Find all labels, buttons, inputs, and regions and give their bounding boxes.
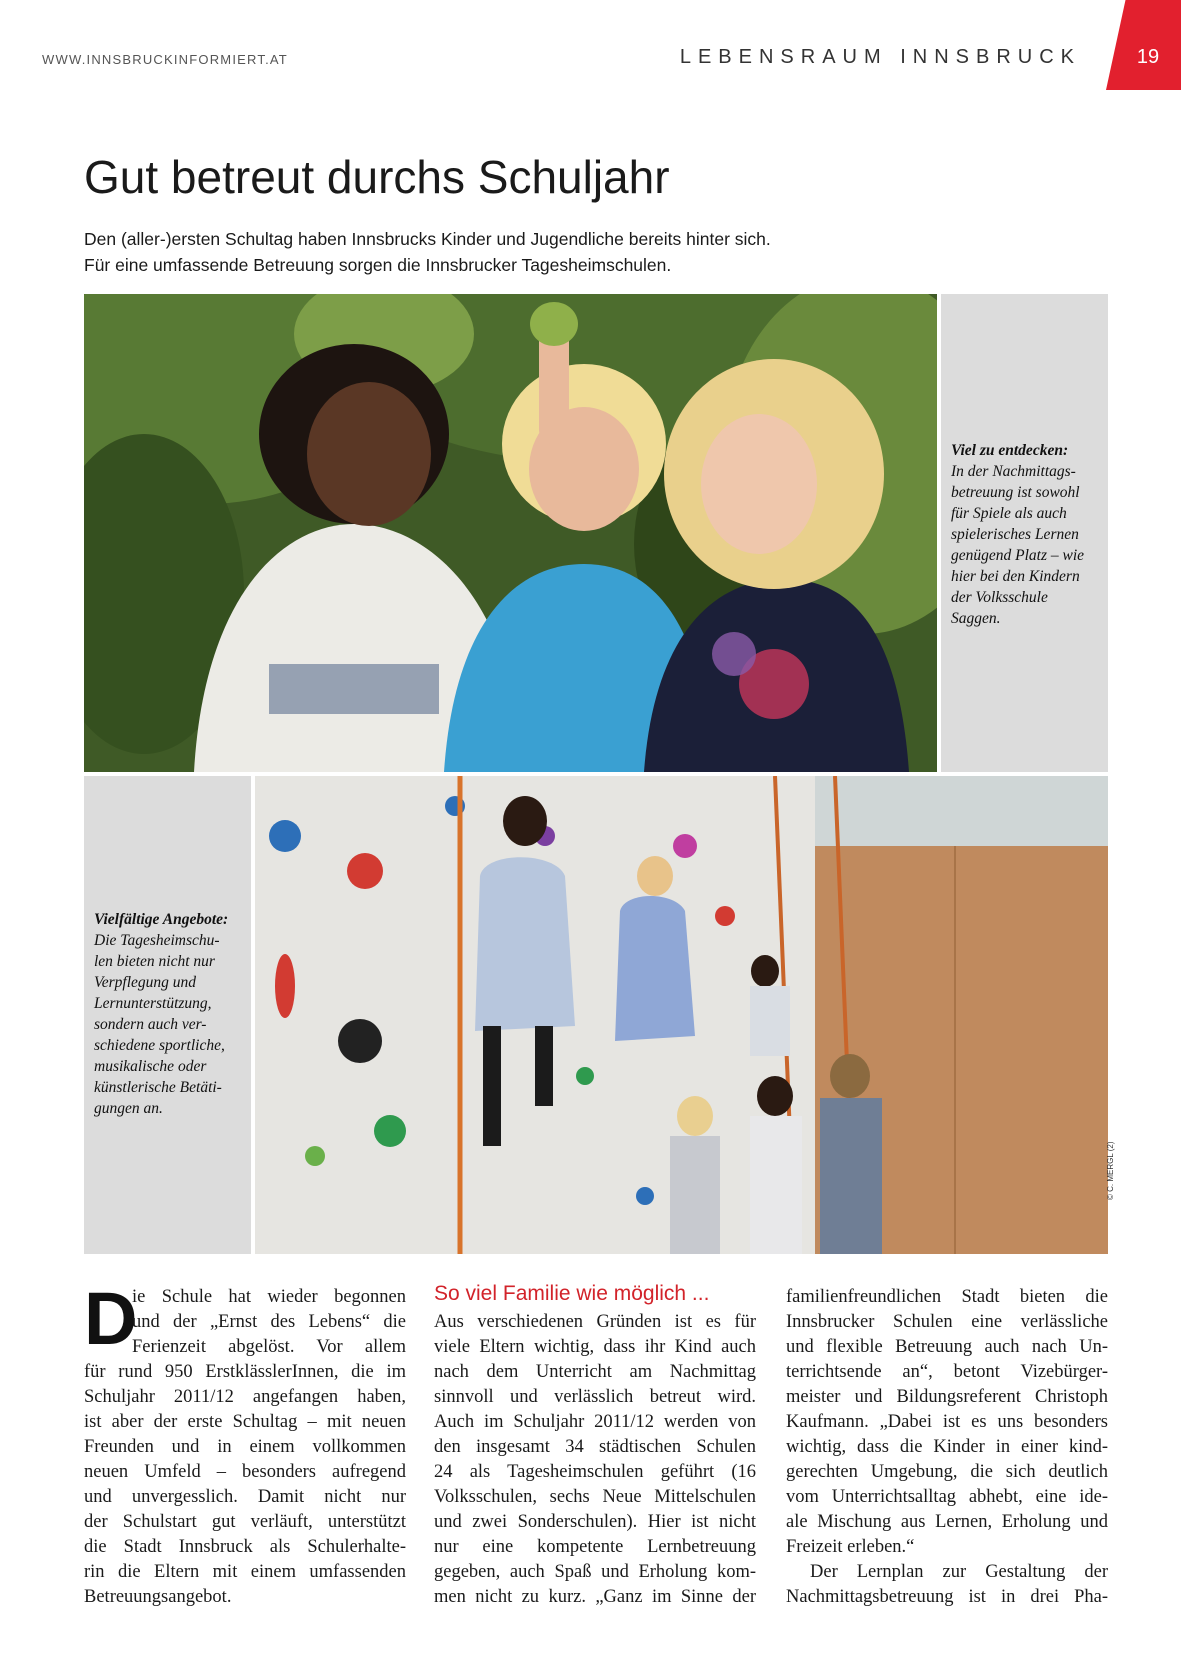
caption-line: musikalische oder bbox=[94, 1058, 207, 1075]
text-line: Freizeit erleben.“ bbox=[786, 1537, 915, 1557]
section-title: LEBENSRAUM INNSBRUCK bbox=[679, 46, 1081, 68]
text-line: terrichtsende an“, betont Vizebürger- bbox=[786, 1362, 1108, 1382]
text-line: Kaufmann. „Dabei ist es uns besonders bbox=[786, 1412, 1108, 1432]
photo-climbing-wall bbox=[255, 776, 1108, 1254]
text-line: Nachmittagsbetreuung ist in drei Pha- bbox=[786, 1587, 1108, 1607]
text-line: vom Unterrichtsalltag abhebt, eine ide- bbox=[786, 1487, 1108, 1507]
text-line: den insgesamt 34 städtischen Schulen bbox=[434, 1437, 756, 1457]
caption-line: Die Tagesheimschu- bbox=[94, 932, 220, 949]
page-number-tab bbox=[1106, 0, 1181, 90]
caption-line: für Spiele als auch bbox=[951, 505, 1067, 522]
caption-top-title: Viel zu entdecken: bbox=[951, 442, 1069, 459]
text-line: Der Lernplan zur Gestaltung der bbox=[810, 1562, 1108, 1582]
article-column-1 bbox=[84, 1285, 406, 1610]
text-line: für rund 950 ErstklässlerInnen, die im bbox=[84, 1362, 406, 1382]
text-line: der Schulstart gut verläuft, unterstützt bbox=[84, 1512, 406, 1532]
caption-line: betreuung ist sowohl bbox=[951, 484, 1080, 501]
text-line: Ferienzeit abgelöst. Vor allem bbox=[132, 1337, 406, 1357]
text-line: Innsbrucker Schulen eine verlässliche bbox=[786, 1312, 1108, 1332]
text-line: Schuljahr 2011/12 angefangen haben, bbox=[84, 1387, 406, 1407]
photo-children-garden bbox=[84, 294, 937, 772]
text-line: ie Schule hat wieder begonnen bbox=[132, 1287, 406, 1307]
text-line: gegeben, auch Spaß und Erholung kom- bbox=[434, 1562, 756, 1582]
text-line: Auch im Schuljahr 2011/12 werden von bbox=[434, 1412, 756, 1432]
text-line: 24 als Tagesheimschulen geführt (16 bbox=[434, 1462, 756, 1482]
text-line: neuen Umfeld – besonders aufregend bbox=[84, 1462, 406, 1482]
page-number: 19 bbox=[1136, 46, 1160, 68]
caption-line: künstlerische Betäti- bbox=[94, 1079, 222, 1096]
caption-line: Lernunterstützung, bbox=[94, 995, 212, 1012]
text-line: gerechten Umgebung, die sich deutlich bbox=[786, 1462, 1108, 1482]
caption-line: spielerisches Lernen bbox=[951, 526, 1079, 543]
caption-line: Saggen. bbox=[951, 610, 1001, 627]
column-subheading: So viel Familie wie möglich ... bbox=[434, 1282, 710, 1305]
text-line: Aus verschiedenen Gründen ist es für bbox=[434, 1312, 756, 1332]
text-line: und der „Ernst des Lebens“ die bbox=[132, 1312, 406, 1332]
article-title: Gut betreut durchs Schuljahr bbox=[84, 151, 670, 203]
text-line: meister und Bildungsreferent Christoph bbox=[786, 1387, 1108, 1407]
text-line: und zwei Sonderschulen). Hier ist nicht bbox=[434, 1512, 756, 1532]
text-line: Betreuungsangebot. bbox=[84, 1587, 232, 1607]
text-line: familienfreundlichen Stadt bieten die bbox=[786, 1287, 1108, 1307]
text-line: und flexible Betreuung auch nach Un- bbox=[786, 1337, 1108, 1357]
text-line: nur eine kompetente Lernbetreuung bbox=[434, 1537, 756, 1557]
caption-line: der Volksschule bbox=[951, 589, 1048, 606]
caption-line: len bieten nicht nur bbox=[94, 953, 215, 970]
photo-credit: © C. MERGL (2) bbox=[1106, 1141, 1115, 1200]
text-line: nach dem Unterricht am Nachmittag bbox=[434, 1362, 756, 1382]
drop-cap: D bbox=[84, 1277, 138, 1360]
caption-line: sondern auch ver- bbox=[94, 1016, 207, 1033]
lead-line: Für eine umfassende Betreuung sorgen die Innsbrucker Tagesheimschulen. bbox=[84, 255, 672, 275]
caption-top bbox=[941, 294, 1108, 772]
lead-line: Den (aller-)ersten Schultag haben Innsbrucks Kinder und Jugendliche bereits hinter sich. bbox=[84, 229, 771, 249]
text-line: wichtig, dass die Kinder in einer kind- bbox=[786, 1437, 1108, 1457]
text-line: Freunden und in einem vollkommen bbox=[84, 1437, 406, 1457]
text-line: rin die Eltern mit einem umfassenden bbox=[84, 1562, 406, 1582]
text-line: viele Eltern wichtig, dass ihr Kind auch bbox=[434, 1337, 756, 1357]
caption-line: Verpflegung und bbox=[94, 974, 197, 991]
caption-bottom bbox=[84, 776, 251, 1254]
caption-line: schiedene sportliche, bbox=[94, 1037, 225, 1054]
text-line: sinnvoll und verlässlich betreut wird. bbox=[434, 1387, 756, 1407]
caption-bottom-title: Vielfältige Angebote: bbox=[94, 911, 229, 928]
website-url[interactable]: WWW.INNSBRUCKINFORMIERT.AT bbox=[42, 52, 288, 67]
caption-line: gungen an. bbox=[94, 1100, 163, 1117]
text-line: ist aber der erste Schultag – mit neuen bbox=[84, 1412, 406, 1432]
article-column-3 bbox=[786, 1285, 1108, 1610]
article-lead bbox=[84, 226, 904, 278]
text-line: Volksschulen, sechs Neue Mittelschulen bbox=[434, 1487, 756, 1507]
article-column-2 bbox=[434, 1310, 756, 1610]
text-line: und unvergesslich. Damit nicht nur bbox=[84, 1487, 406, 1507]
caption-line: hier bei den Kindern bbox=[951, 568, 1080, 585]
text-line: die Stadt Innsbruck als Schulerhalte- bbox=[84, 1537, 406, 1557]
caption-line: In der Nachmittags- bbox=[951, 463, 1076, 480]
text-line: ale Mischung aus Lernen, Erholung und bbox=[786, 1512, 1108, 1532]
caption-line: genügend Platz – wie bbox=[951, 547, 1085, 564]
text-line: men nicht zu kurz. „Ganz im Sinne der bbox=[434, 1587, 756, 1607]
